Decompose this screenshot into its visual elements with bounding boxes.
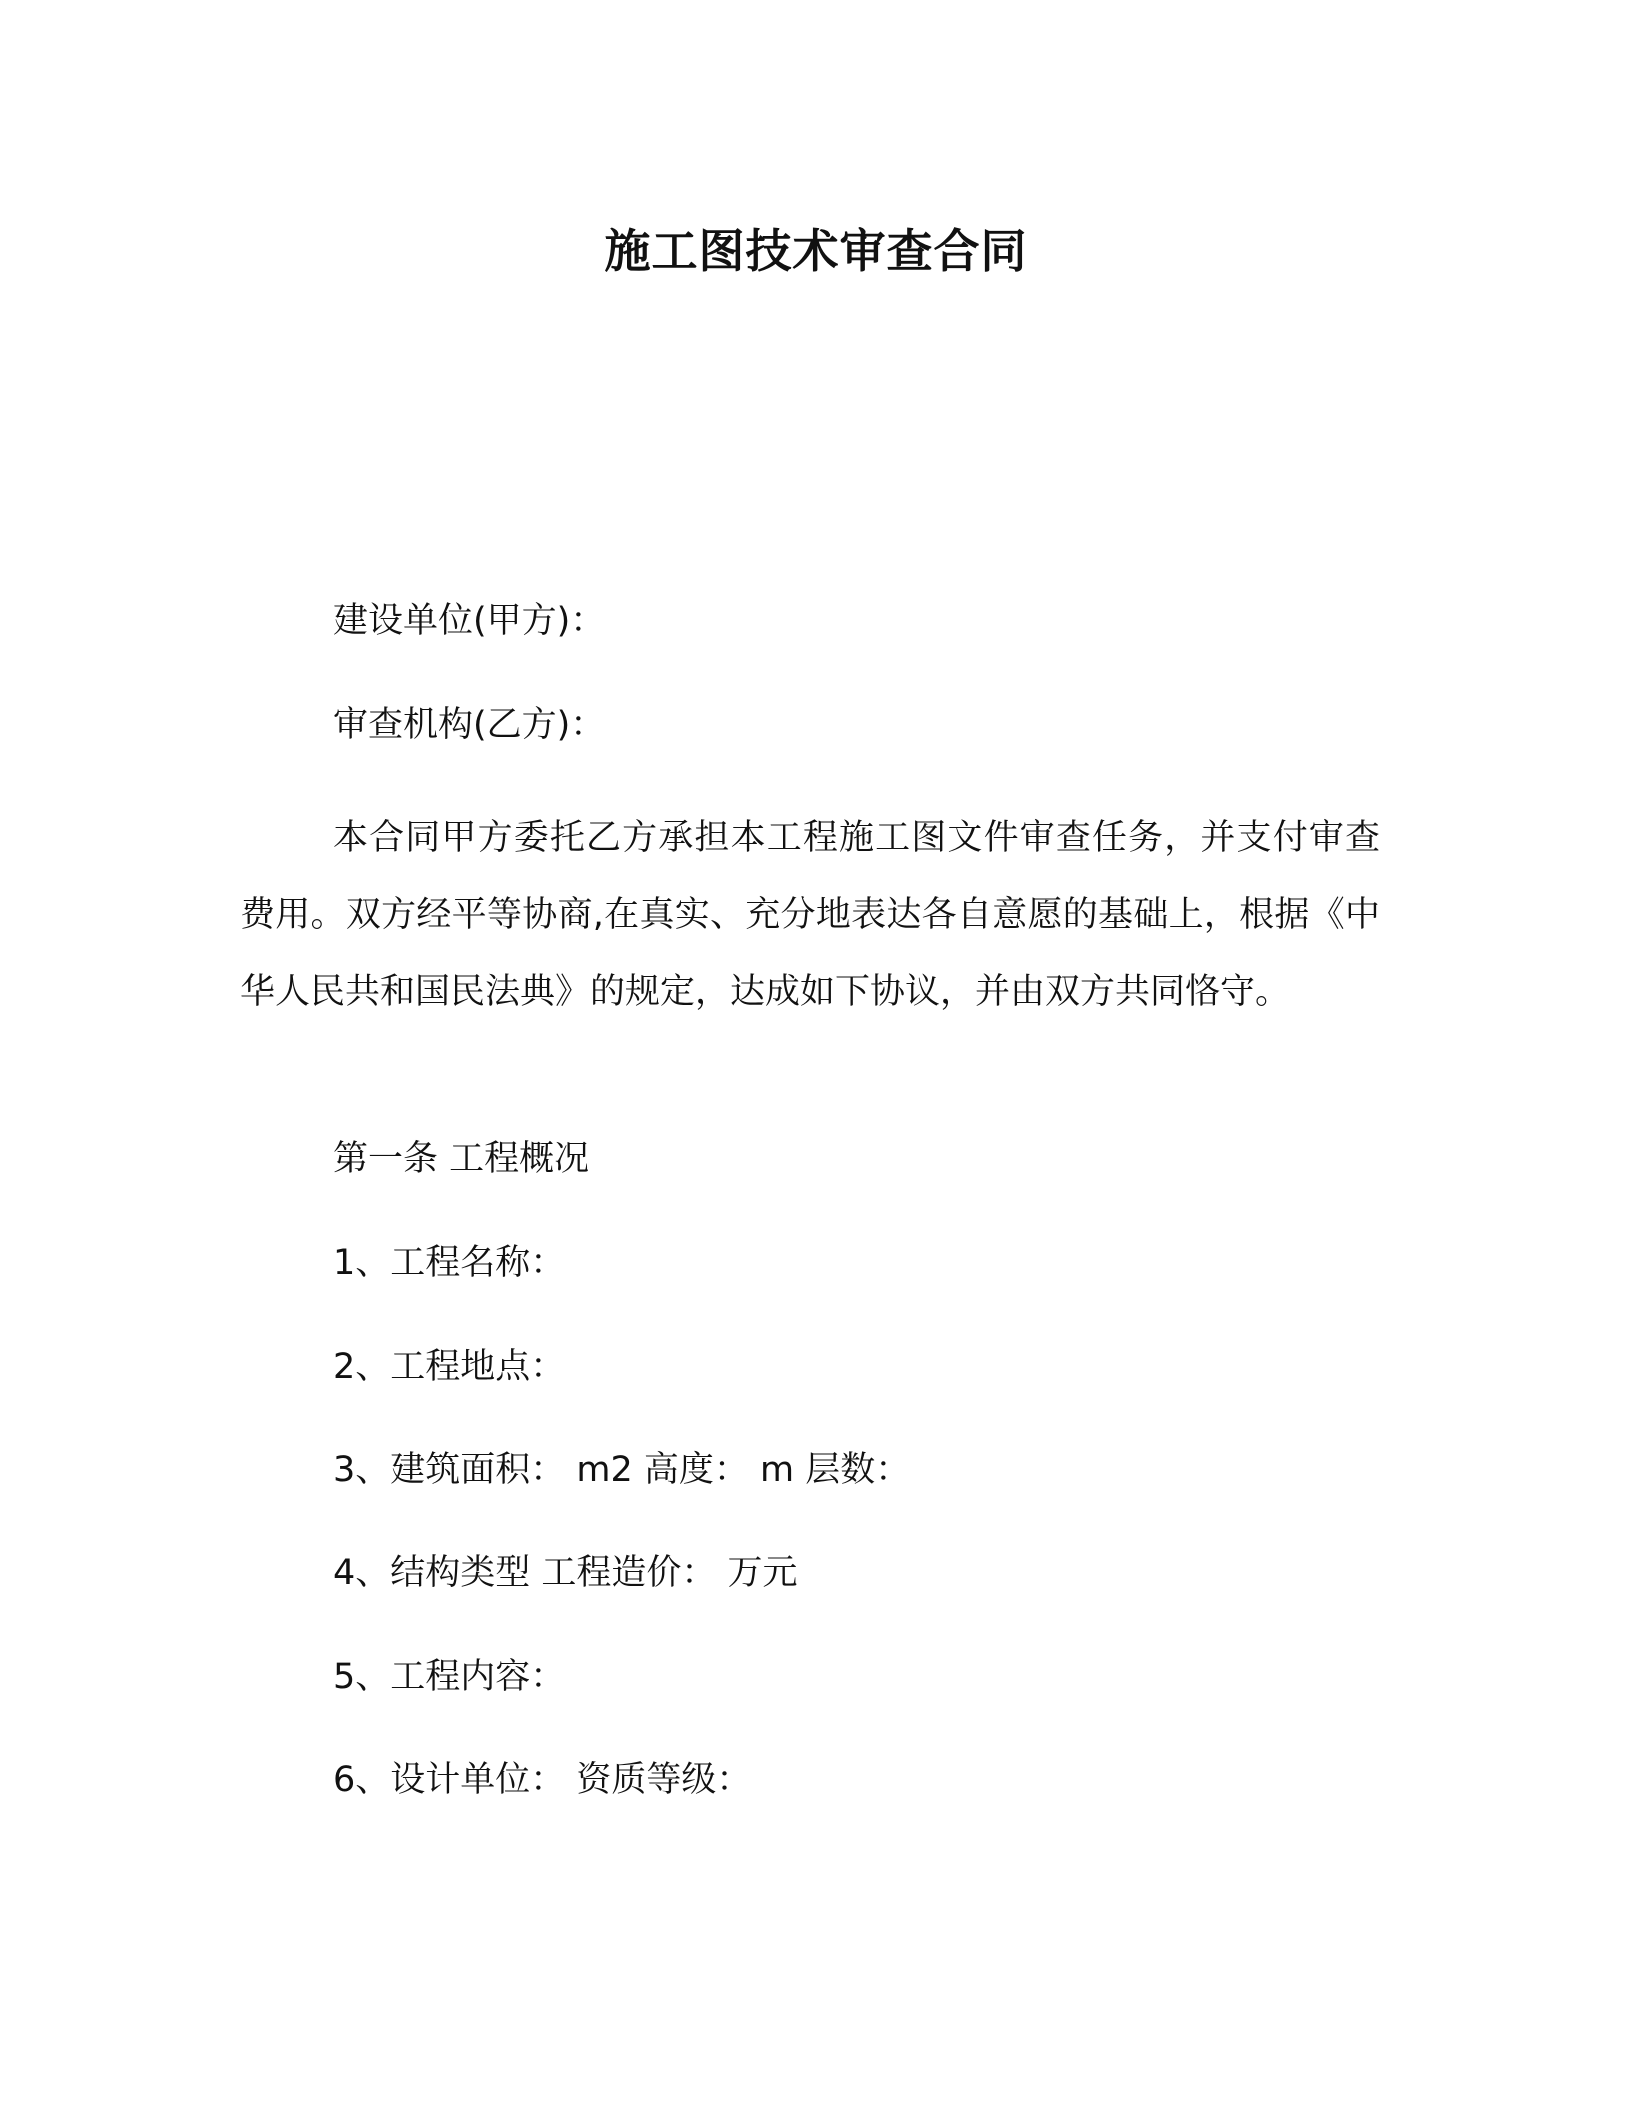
- article-1-item: 6、设计单位： 资质等级：: [333, 1760, 752, 1800]
- party-a-label: 建设单位(甲方)：: [333, 601, 606, 641]
- article-1-item: 1、工程名称：: [333, 1243, 566, 1283]
- article-1-item: 3、建筑面积： m2 高度： m 层数：: [333, 1450, 911, 1490]
- article-1-heading: 第一条 工程概况: [333, 1139, 590, 1179]
- article-1-item: 4、结构类型 工程造价： 万元: [333, 1553, 798, 1593]
- party-b-label: 审查机构(乙方)：: [333, 705, 606, 745]
- article-1-item: 2、工程地点：: [333, 1347, 566, 1387]
- document-title: 施工图技术审查合同: [604, 224, 1028, 278]
- intro-paragraph: 本合同甲方委托乙方承担本工程施工图文件审查任务，并支付审查费用。双方经平等协商,在真实、充分地表达各自意愿的基础上，根据《中华人民共和国民法典》的规定，达成如下协议，并由双方共同恪守。: [240, 818, 1380, 1012]
- article-1-item: 5、工程内容：: [333, 1657, 566, 1697]
